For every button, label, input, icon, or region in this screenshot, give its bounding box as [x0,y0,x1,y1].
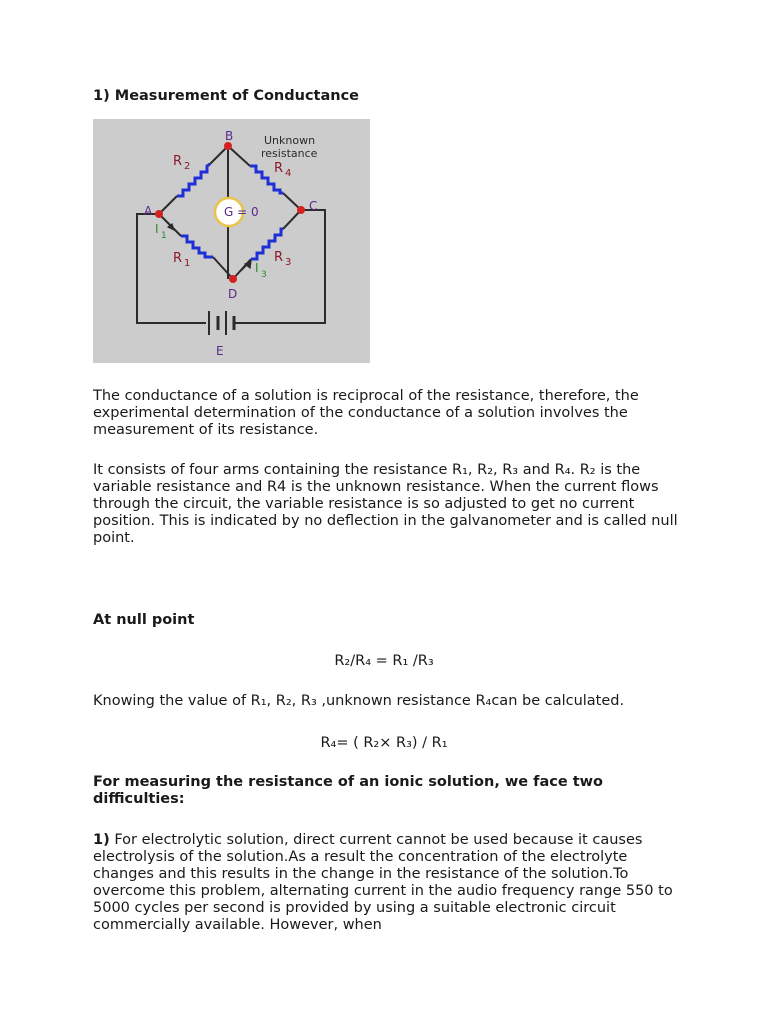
i3-subscript: 3 [261,270,267,280]
wheatstone-bridge-diagram [93,119,370,363]
null-point-heading: At null point [93,612,195,628]
i1-subscript: 1 [161,231,167,241]
unknown-label-line1: Unknown [264,134,316,147]
r3-subscript: 3 [285,257,292,268]
node-label-c: C [309,199,318,213]
r2-label: R [173,154,183,169]
paragraph-point-1 [93,832,683,934]
point-1-text: For electrolytic solution, direct current cannot be used because it causes electrolysis of the solution.As a result the concentration of the electrolyte changes and this results in the change in the resistance of the solution.To overcome this problem, alternating current in the audio frequency range 550 to 5000 cycles per second is provided by using a suitable electronic circuit commercially available. However, when [93,832,673,933]
equation-r4: R₄= ( R₂× R₃) / R₁ [320,735,448,751]
r4-subscript: 4 [285,168,292,179]
node-label-b: B [225,129,234,143]
paragraph-arms: It consists of four arms containing the resistance R₁, R₂, R₃ and R₄. R₂ is the variable resistance and R4 is the unknown resistance. When the current flows through the circuit, the variable resistance is so adjusted to get no current position. This is indicated by no deflection in the galvanometer and is called null point. [93,462,678,546]
i1-label: I [155,222,159,236]
point-1-number: 1) [93,832,110,848]
r3-label: R [274,250,284,265]
circuit-svg [93,119,370,363]
battery [209,311,234,335]
resistor-r1 [181,236,213,257]
galvanometer-label: G = 0 [224,205,259,219]
i3-label: I [255,261,259,275]
node-label-a: A [144,204,153,218]
node-label-d: D [228,287,238,301]
unknown-label-line2: resistance [261,147,318,160]
r2-subscript: 2 [184,161,191,172]
section-title: 1) Measurement of Conductance [93,88,360,104]
r1-label: R [173,251,183,266]
paragraph-intro: The conductance of a solution is reciprocal of the resistance, therefore, the experimental determination of the conductance of a solution involves the measurement of its resistance. [93,388,639,438]
equation-ratio: R₂/R₄ = R₁ /R₃ [334,653,434,669]
paragraph-knowing: Knowing the value of R₁, R₂, R₃ ,unknown resistance R₄can be calculated. [93,693,625,709]
r1-subscript: 1 [184,258,191,269]
node-label-e: E [216,344,224,358]
difficulties-heading: For measuring the resistance of an ionic solution, we face two difficulties: [93,774,604,807]
r4-label: R [274,161,284,176]
